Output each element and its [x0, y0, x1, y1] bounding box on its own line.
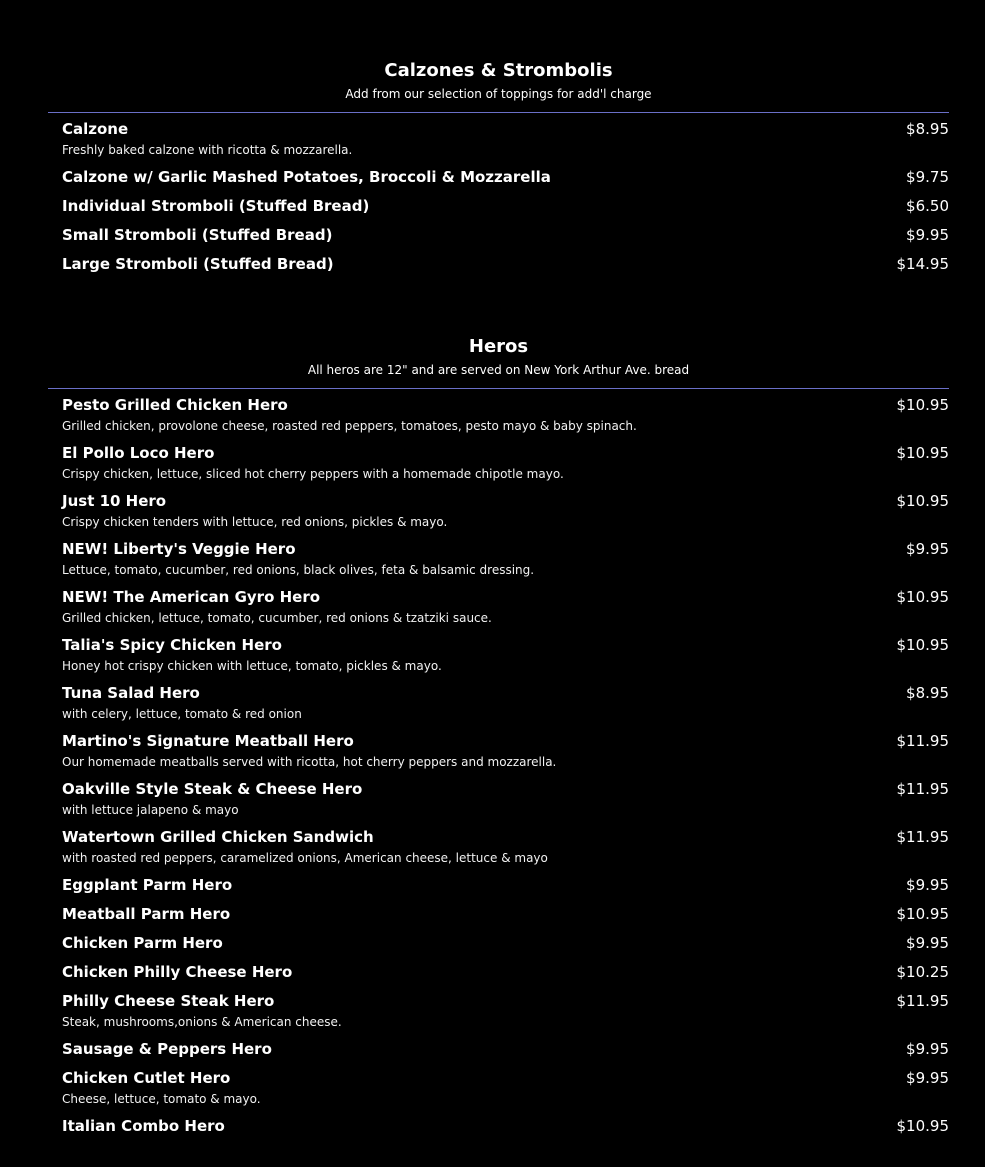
menu-item-list: [48, 395, 949, 1136]
menu-item[interactable]: [48, 962, 949, 982]
menu-item[interactable]: [48, 779, 949, 818]
menu-item-price: $11.95: [896, 780, 949, 798]
menu-item-price: $8.95: [906, 684, 949, 702]
menu-item-price: $9.75: [906, 168, 949, 186]
menu-item-name: Individual Stromboli (Stuffed Bread): [62, 197, 370, 215]
menu-item[interactable]: [48, 443, 949, 482]
menu-item-price: $9.95: [906, 876, 949, 894]
menu-item-price: $11.95: [896, 828, 949, 846]
menu-item-price: $8.95: [906, 120, 949, 138]
menu-item[interactable]: [48, 254, 949, 274]
menu-item-description: Freshly baked calzone with ricotta & mozzarella.: [62, 143, 353, 157]
menu-item[interactable]: [48, 587, 949, 626]
section-divider: [48, 112, 949, 113]
menu-item[interactable]: [48, 119, 949, 158]
menu-item-price: $10.95: [896, 905, 949, 923]
heros-section: [48, 336, 949, 1145]
menu-item-price: $10.95: [896, 444, 949, 462]
menu-item-name: Talia's Spicy Chicken Hero: [62, 636, 282, 654]
menu-item[interactable]: [48, 395, 949, 434]
menu-item-price: $6.50: [906, 197, 949, 215]
menu-item[interactable]: [48, 683, 949, 722]
section-subtitle: Add from our selection of toppings for add'l charge: [345, 87, 652, 101]
menu-item-name: Tuna Salad Hero: [62, 684, 200, 702]
menu-item-price: $9.95: [906, 540, 949, 558]
menu-item-name: Watertown Grilled Chicken Sandwich: [62, 828, 374, 846]
menu-item-name: Meatball Parm Hero: [62, 905, 231, 923]
section-title: Heros: [468, 336, 529, 357]
menu-item[interactable]: [48, 539, 949, 578]
menu-item-price: $9.95: [906, 226, 949, 244]
section-divider: [48, 388, 949, 389]
menu-item[interactable]: [48, 491, 949, 530]
menu-item-name: Small Stromboli (Stuffed Bread): [62, 226, 333, 244]
menu-item-price: $9.95: [906, 1069, 949, 1087]
menu-item[interactable]: [48, 827, 949, 866]
menu-item-name: Calzone w/ Garlic Mashed Potatoes, Broccoli & Mozzarella: [62, 168, 551, 186]
calzones-section: [48, 60, 949, 283]
section-subtitle: All heros are 12" and are served on New York Arthur Ave. bread: [307, 363, 690, 377]
menu-item[interactable]: [48, 1068, 949, 1107]
menu-item-name: Calzone: [62, 120, 129, 138]
menu-item-name: Chicken Cutlet Hero: [62, 1069, 231, 1087]
menu-item[interactable]: [48, 875, 949, 895]
menu-item[interactable]: [48, 1116, 949, 1136]
menu-item[interactable]: [48, 167, 949, 187]
menu-item-description: with roasted red peppers, caramelized onions, American cheese, lettuce & mayo: [62, 851, 548, 865]
menu-item-description: Lettuce, tomato, cucumber, red onions, black olives, feta & balsamic dressing.: [62, 563, 535, 577]
menu-item-price: $10.95: [896, 396, 949, 414]
menu-item-price: $10.95: [896, 492, 949, 510]
menu-item[interactable]: [48, 635, 949, 674]
menu-item-name: NEW! The American Gyro Hero: [62, 588, 321, 606]
menu-item-description: Grilled chicken, lettuce, tomato, cucumber, red onions & tzatziki sauce.: [62, 611, 492, 625]
menu-item-name: Chicken Philly Cheese Hero: [62, 963, 293, 981]
menu-item-name: Large Stromboli (Stuffed Bread): [62, 255, 334, 273]
menu-item-description: Cheese, lettuce, tomato & mayo.: [62, 1092, 261, 1106]
menu-item-name: Oakville Style Steak & Cheese Hero: [62, 780, 363, 798]
menu-item-name: Pesto Grilled Chicken Hero: [62, 396, 288, 414]
menu-item-name: Chicken Parm Hero: [62, 934, 223, 952]
menu-item-price: $10.95: [896, 1117, 949, 1135]
menu-item-price: $9.95: [906, 1040, 949, 1058]
menu-item-name: Eggplant Parm Hero: [62, 876, 233, 894]
menu-item-description: Crispy chicken tenders with lettuce, red onions, pickles & mayo.: [62, 515, 448, 529]
menu-item-name: Sausage & Peppers Hero: [62, 1040, 272, 1058]
menu-item-name: Just 10 Hero: [62, 492, 167, 510]
menu-item-description: Grilled chicken, provolone cheese, roasted red peppers, tomatoes, pesto mayo & baby spinach.: [62, 419, 637, 433]
menu-item-name: Italian Combo Hero: [62, 1117, 225, 1135]
menu-item-price: $11.95: [896, 992, 949, 1010]
menu-item-description: with celery, lettuce, tomato & red onion: [62, 707, 302, 721]
menu-item-price: $9.95: [906, 934, 949, 952]
menu-item[interactable]: [48, 225, 949, 245]
menu-item-description: Honey hot crispy chicken with lettuce, tomato, pickles & mayo.: [62, 659, 442, 673]
menu-item-price: $14.95: [896, 255, 949, 273]
menu-item-description: with lettuce jalapeno & mayo: [62, 803, 239, 817]
menu-item-name: El Pollo Loco Hero: [62, 444, 215, 462]
menu-item-price: $10.95: [896, 588, 949, 606]
menu-item-description: Crispy chicken, lettuce, sliced hot cherry peppers with a homemade chipotle mayo.: [62, 467, 564, 481]
menu-item-name: NEW! Liberty's Veggie Hero: [62, 540, 296, 558]
menu-item[interactable]: [48, 1039, 949, 1059]
menu-item-price: $10.25: [896, 963, 949, 981]
menu-item[interactable]: [48, 731, 949, 770]
menu-item[interactable]: [48, 991, 949, 1030]
menu-item[interactable]: [48, 196, 949, 216]
menu-item[interactable]: [48, 904, 949, 924]
menu-item-price: $10.95: [896, 636, 949, 654]
menu-item-description: Steak, mushrooms,onions & American cheese.: [62, 1015, 342, 1029]
menu-item-name: Philly Cheese Steak Hero: [62, 992, 275, 1010]
menu-item-list: [48, 119, 949, 274]
menu-item[interactable]: [48, 933, 949, 953]
section-title: Calzones & Strombolis: [384, 60, 613, 81]
menu-item-name: Martino's Signature Meatball Hero: [62, 732, 354, 750]
menu-item-description: Our homemade meatballs served with ricotta, hot cherry peppers and mozzarella.: [62, 755, 557, 769]
menu-item-price: $11.95: [896, 732, 949, 750]
